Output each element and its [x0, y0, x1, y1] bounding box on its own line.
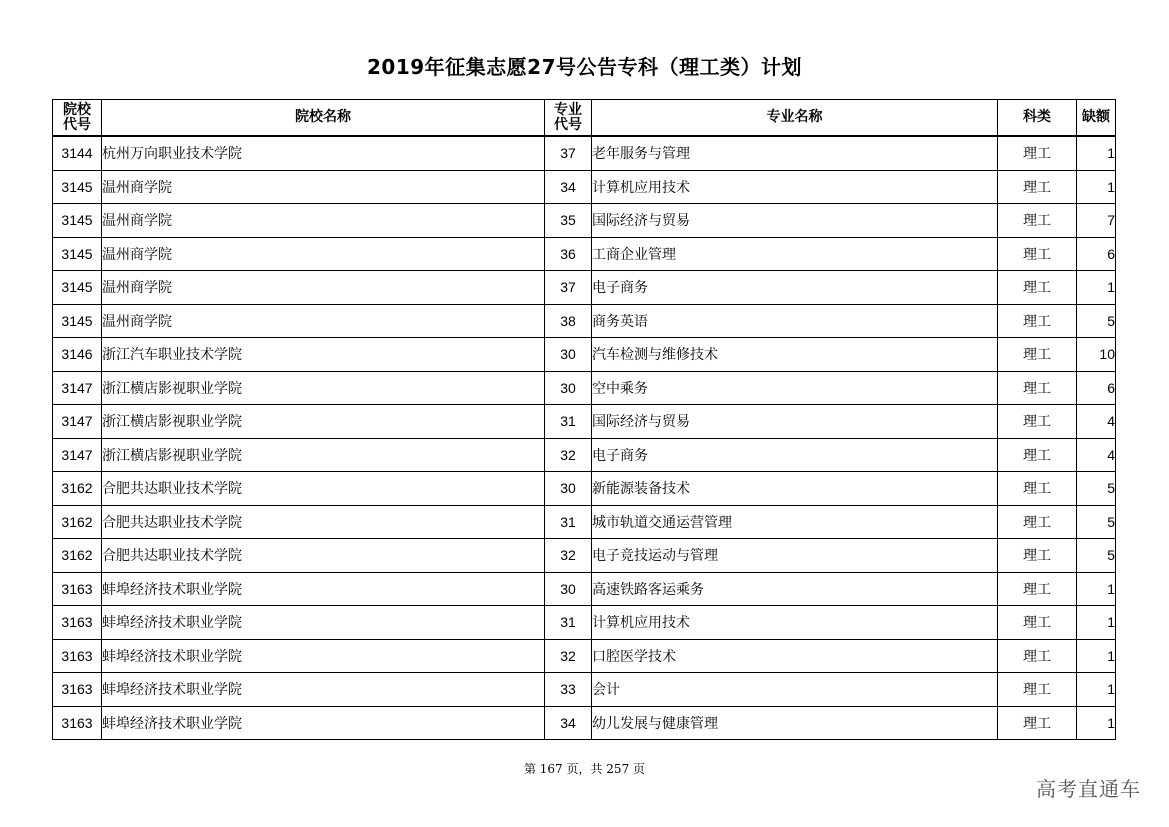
cell-school-name: 温州商学院: [102, 237, 545, 271]
table-row: [53, 505, 1116, 539]
cell-school-code: 3163: [53, 572, 102, 606]
watermark-logo: 高考直通车: [1036, 777, 1141, 801]
cell-major-name: 计算机应用技术: [592, 170, 998, 204]
cell-school-name: 温州商学院: [102, 204, 545, 238]
cell-vacancy: 1: [1077, 606, 1116, 640]
header-school-code: 院校 代号: [53, 100, 102, 137]
cell-school-code: 3145: [53, 271, 102, 305]
cell-vacancy: 1: [1077, 170, 1116, 204]
table-row: [53, 136, 1116, 170]
cell-school-code: 3163: [53, 639, 102, 673]
header-major-code: 专业 代号: [545, 100, 592, 137]
cell-major-name: 高速铁路客运乘务: [592, 572, 998, 606]
cell-major-code: 31: [545, 405, 592, 439]
cell-major-code: 32: [545, 539, 592, 573]
page-title: 2019年征集志愿27号公告专科（理工类）计划: [367, 55, 802, 79]
cell-vacancy: 7: [1077, 204, 1116, 238]
cell-category: 理工: [998, 539, 1077, 573]
cell-major-name: 电子商务: [592, 271, 998, 305]
page-footer: 第 167 页，共 257 页: [523, 762, 646, 776]
table-row: [53, 706, 1116, 740]
cell-category: 理工: [998, 304, 1077, 338]
cell-major-code: 31: [545, 505, 592, 539]
cell-major-name: 城市轨道交通运营管理: [592, 505, 998, 539]
cell-vacancy: 5: [1077, 505, 1116, 539]
cell-school-code: 3163: [53, 673, 102, 707]
cell-school-name: 合肥共达职业技术学院: [102, 539, 545, 573]
cell-school-code: 3162: [53, 505, 102, 539]
cell-school-name: 温州商学院: [102, 170, 545, 204]
cell-major-code: 30: [545, 371, 592, 405]
cell-school-name: 蚌埠经济技术职业学院: [102, 606, 545, 640]
cell-category: 理工: [998, 706, 1077, 740]
cell-major-code: 30: [545, 338, 592, 372]
table-row: [53, 237, 1116, 271]
cell-vacancy: 6: [1077, 237, 1116, 271]
cell-school-code: 3147: [53, 405, 102, 439]
cell-major-code: 34: [545, 170, 592, 204]
table-row: [53, 438, 1116, 472]
cell-school-code: 3145: [53, 304, 102, 338]
cell-major-name: 新能源装备技术: [592, 472, 998, 506]
cell-school-code: 3145: [53, 237, 102, 271]
cell-major-name: 国际经济与贸易: [592, 204, 998, 238]
cell-school-name: 蚌埠经济技术职业学院: [102, 673, 545, 707]
cell-vacancy: 5: [1077, 539, 1116, 573]
table-row: [53, 539, 1116, 573]
cell-school-name: 温州商学院: [102, 304, 545, 338]
cell-major-code: 36: [545, 237, 592, 271]
cell-category: 理工: [998, 572, 1077, 606]
cell-vacancy: 5: [1077, 472, 1116, 506]
cell-category: 理工: [998, 237, 1077, 271]
cell-category: 理工: [998, 438, 1077, 472]
header-major-name: 专业名称: [592, 100, 998, 137]
cell-category: 理工: [998, 338, 1077, 372]
table-row: [53, 338, 1116, 372]
cell-vacancy: 6: [1077, 371, 1116, 405]
table-header-row: [53, 100, 1116, 137]
cell-major-code: 31: [545, 606, 592, 640]
cell-category: 理工: [998, 505, 1077, 539]
table-row: [53, 271, 1116, 305]
cell-category: 理工: [998, 472, 1077, 506]
cell-school-name: 蚌埠经济技术职业学院: [102, 572, 545, 606]
cell-vacancy: 1: [1077, 639, 1116, 673]
cell-school-name: 浙江横店影视职业学院: [102, 405, 545, 439]
cell-major-name: 会计: [592, 673, 998, 707]
cell-vacancy: 4: [1077, 438, 1116, 472]
header-vacancy: 缺额: [1077, 100, 1116, 137]
cell-major-name: 商务英语: [592, 304, 998, 338]
plan-table: [52, 99, 1116, 740]
cell-school-name: 浙江横店影视职业学院: [102, 371, 545, 405]
cell-vacancy: 1: [1077, 136, 1116, 170]
cell-school-name: 浙江横店影视职业学院: [102, 438, 545, 472]
table-row: [53, 170, 1116, 204]
cell-category: 理工: [998, 271, 1077, 305]
cell-major-code: 34: [545, 706, 592, 740]
cell-major-code: 37: [545, 136, 592, 170]
table-row: [53, 405, 1116, 439]
cell-vacancy: 1: [1077, 572, 1116, 606]
table-row: [53, 304, 1116, 338]
cell-school-code: 3163: [53, 606, 102, 640]
cell-school-code: 3162: [53, 472, 102, 506]
cell-school-name: 杭州万向职业技术学院: [102, 136, 545, 170]
cell-vacancy: 1: [1077, 271, 1116, 305]
cell-major-code: 30: [545, 572, 592, 606]
cell-vacancy: 4: [1077, 405, 1116, 439]
cell-major-code: 32: [545, 438, 592, 472]
cell-major-name: 电子商务: [592, 438, 998, 472]
table-row: [53, 204, 1116, 238]
cell-school-code: 3147: [53, 371, 102, 405]
cell-school-code: 3145: [53, 204, 102, 238]
table-row: [53, 639, 1116, 673]
cell-category: 理工: [998, 204, 1077, 238]
cell-major-name: 空中乘务: [592, 371, 998, 405]
cell-major-name: 工商企业管理: [592, 237, 998, 271]
cell-category: 理工: [998, 170, 1077, 204]
cell-major-name: 幼儿发展与健康管理: [592, 706, 998, 740]
cell-category: 理工: [998, 405, 1077, 439]
cell-school-code: 3145: [53, 170, 102, 204]
cell-category: 理工: [998, 673, 1077, 707]
cell-school-name: 合肥共达职业技术学院: [102, 505, 545, 539]
cell-school-code: 3146: [53, 338, 102, 372]
cell-major-name: 口腔医学技术: [592, 639, 998, 673]
cell-major-name: 汽车检测与维修技术: [592, 338, 998, 372]
cell-school-code: 3147: [53, 438, 102, 472]
cell-school-code: 3162: [53, 539, 102, 573]
cell-vacancy: 1: [1077, 673, 1116, 707]
cell-major-code: 30: [545, 472, 592, 506]
cell-category: 理工: [998, 606, 1077, 640]
cell-vacancy: 1: [1077, 706, 1116, 740]
cell-major-code: 37: [545, 271, 592, 305]
table-row: [53, 371, 1116, 405]
cell-major-code: 33: [545, 673, 592, 707]
cell-category: 理工: [998, 136, 1077, 170]
cell-school-code: 3163: [53, 706, 102, 740]
cell-major-name: 老年服务与管理: [592, 136, 998, 170]
cell-vacancy: 10: [1077, 338, 1116, 372]
cell-major-name: 电子竞技运动与管理: [592, 539, 998, 573]
cell-school-name: 温州商学院: [102, 271, 545, 305]
cell-major-code: 35: [545, 204, 592, 238]
cell-category: 理工: [998, 371, 1077, 405]
table-body: [53, 136, 1116, 740]
cell-school-name: 蚌埠经济技术职业学院: [102, 706, 545, 740]
header-category: 科类: [998, 100, 1077, 137]
cell-school-name: 蚌埠经济技术职业学院: [102, 639, 545, 673]
cell-major-code: 38: [545, 304, 592, 338]
table-row: [53, 673, 1116, 707]
table-row: [53, 472, 1116, 506]
cell-major-code: 32: [545, 639, 592, 673]
cell-category: 理工: [998, 639, 1077, 673]
header-school-name: 院校名称: [102, 100, 545, 137]
cell-vacancy: 5: [1077, 304, 1116, 338]
cell-school-name: 浙江汽车职业技术学院: [102, 338, 545, 372]
cell-school-code: 3144: [53, 136, 102, 170]
table-row: [53, 606, 1116, 640]
cell-major-name: 国际经济与贸易: [592, 405, 998, 439]
cell-major-name: 计算机应用技术: [592, 606, 998, 640]
cell-school-name: 合肥共达职业技术学院: [102, 472, 545, 506]
table-row: [53, 572, 1116, 606]
